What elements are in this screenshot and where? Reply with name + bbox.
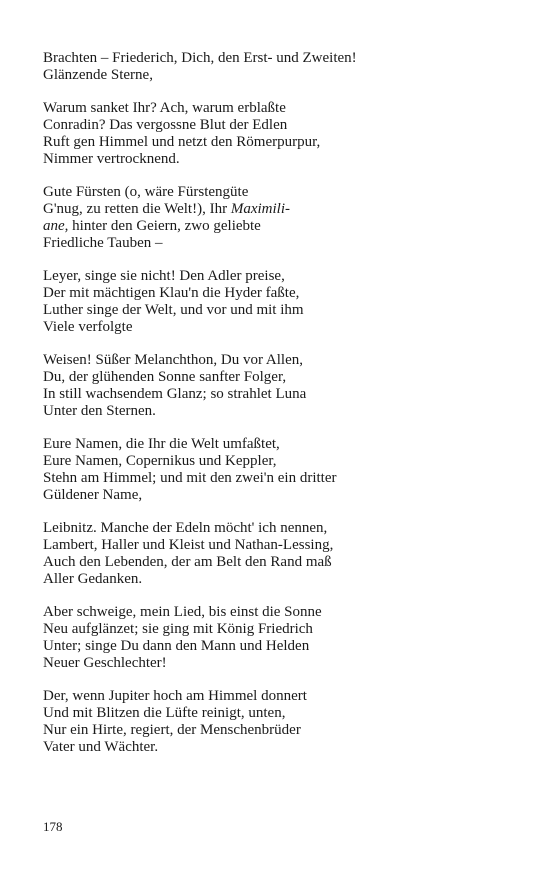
poem-line: Ruft gen Himmel und netzt den Römerpurpur, [43, 134, 321, 150]
stanza-3 [43, 184, 513, 252]
poem-line: Leibnitz. Manche der Edeln möcht' ich nennen, [43, 520, 328, 536]
poem-line: Gute Fürsten (o, wäre Fürstengüte [43, 184, 249, 200]
poem-line: Neu aufglänzet; sie ging mit König Friedrich [43, 621, 313, 637]
italic-name: Maximili- [230, 201, 290, 217]
poem-line: Du, der glühenden Sonne sanfter Folger, [43, 369, 287, 385]
poem-line-text: G'nug, zu retten die Welt!), Ihr [43, 201, 231, 217]
poem-line: Warum sanket Ihr? Ach, warum erblaßte [43, 100, 286, 116]
stanza-1 [43, 50, 513, 84]
poem-line: Nimmer vertrocknend. [43, 151, 180, 167]
poem-line: Vater und Wächter. [43, 739, 159, 755]
poem-line: Auch den Lebenden, der am Belt den Rand maß [43, 554, 332, 570]
poem-line: Der mit mächtigen Klau'n die Hyder faßte, [43, 285, 300, 301]
stanza-9 [43, 688, 513, 756]
poem-line: Brachten – Friederich, Dich, den Erst- und Zweiten! [43, 50, 357, 66]
poem-line: Der, wenn Jupiter hoch am Himmel donnert [43, 688, 307, 704]
poem-line: Unter den Sternen. [43, 403, 156, 419]
stanza-7 [43, 520, 513, 588]
poem-line: Eure Namen, die Ihr die Welt umfaßtet, [43, 436, 280, 452]
stanza-4 [43, 268, 513, 336]
page-number: 178 [43, 819, 63, 834]
poem-line: Aller Gedanken. [43, 571, 143, 587]
poem-line: Nur ein Hirte, regiert, der Menschenbrüder [43, 722, 301, 738]
poem-line: Güldener Name, [43, 487, 143, 503]
poem-line: Unter; singe Du dann den Mann und Helden [43, 638, 310, 654]
poem-line: Weisen! Süßer Melanchthon, Du vor Allen, [43, 352, 303, 368]
poem-body [43, 50, 513, 772]
poem-line: Leyer, singe sie nicht! Den Adler preise, [43, 268, 285, 284]
stanza-5 [43, 352, 513, 420]
poem-line: Conradin? Das vergossne Blut der Edlen [43, 117, 288, 133]
poem-line [43, 218, 513, 235]
poem-line: Und mit Blitzen die Lüfte reinigt, unten, [43, 705, 286, 721]
poem-line: Aber schweige, mein Lied, bis einst die Sonne [43, 604, 322, 620]
italic-name-continued: ane, [43, 218, 69, 234]
poem-line: Luther singe der Welt, und vor und mit ihm [43, 302, 304, 318]
poem-line: Lambert, Haller und Kleist und Nathan-Lessing, [43, 537, 334, 553]
poem-line [43, 201, 513, 218]
stanza-6 [43, 436, 513, 504]
poem-line: Neuer Geschlechter! [43, 655, 167, 671]
poem-line-text: hinter den Geiern, zwo geliebte [68, 218, 261, 234]
poem-line: In still wachsendem Glanz; so strahlet Luna [43, 386, 307, 402]
stanza-8 [43, 604, 513, 672]
poem-line: Eure Namen, Copernikus und Keppler, [43, 453, 277, 469]
poem-line: Viele verfolgte [43, 319, 133, 335]
stanza-2 [43, 100, 513, 168]
poem-line: Stehn am Himmel; und mit den zwei'n ein dritter [43, 470, 337, 486]
poem-line: Friedliche Tauben – [43, 235, 163, 251]
poem-line: Glänzende Sterne, [43, 67, 153, 83]
